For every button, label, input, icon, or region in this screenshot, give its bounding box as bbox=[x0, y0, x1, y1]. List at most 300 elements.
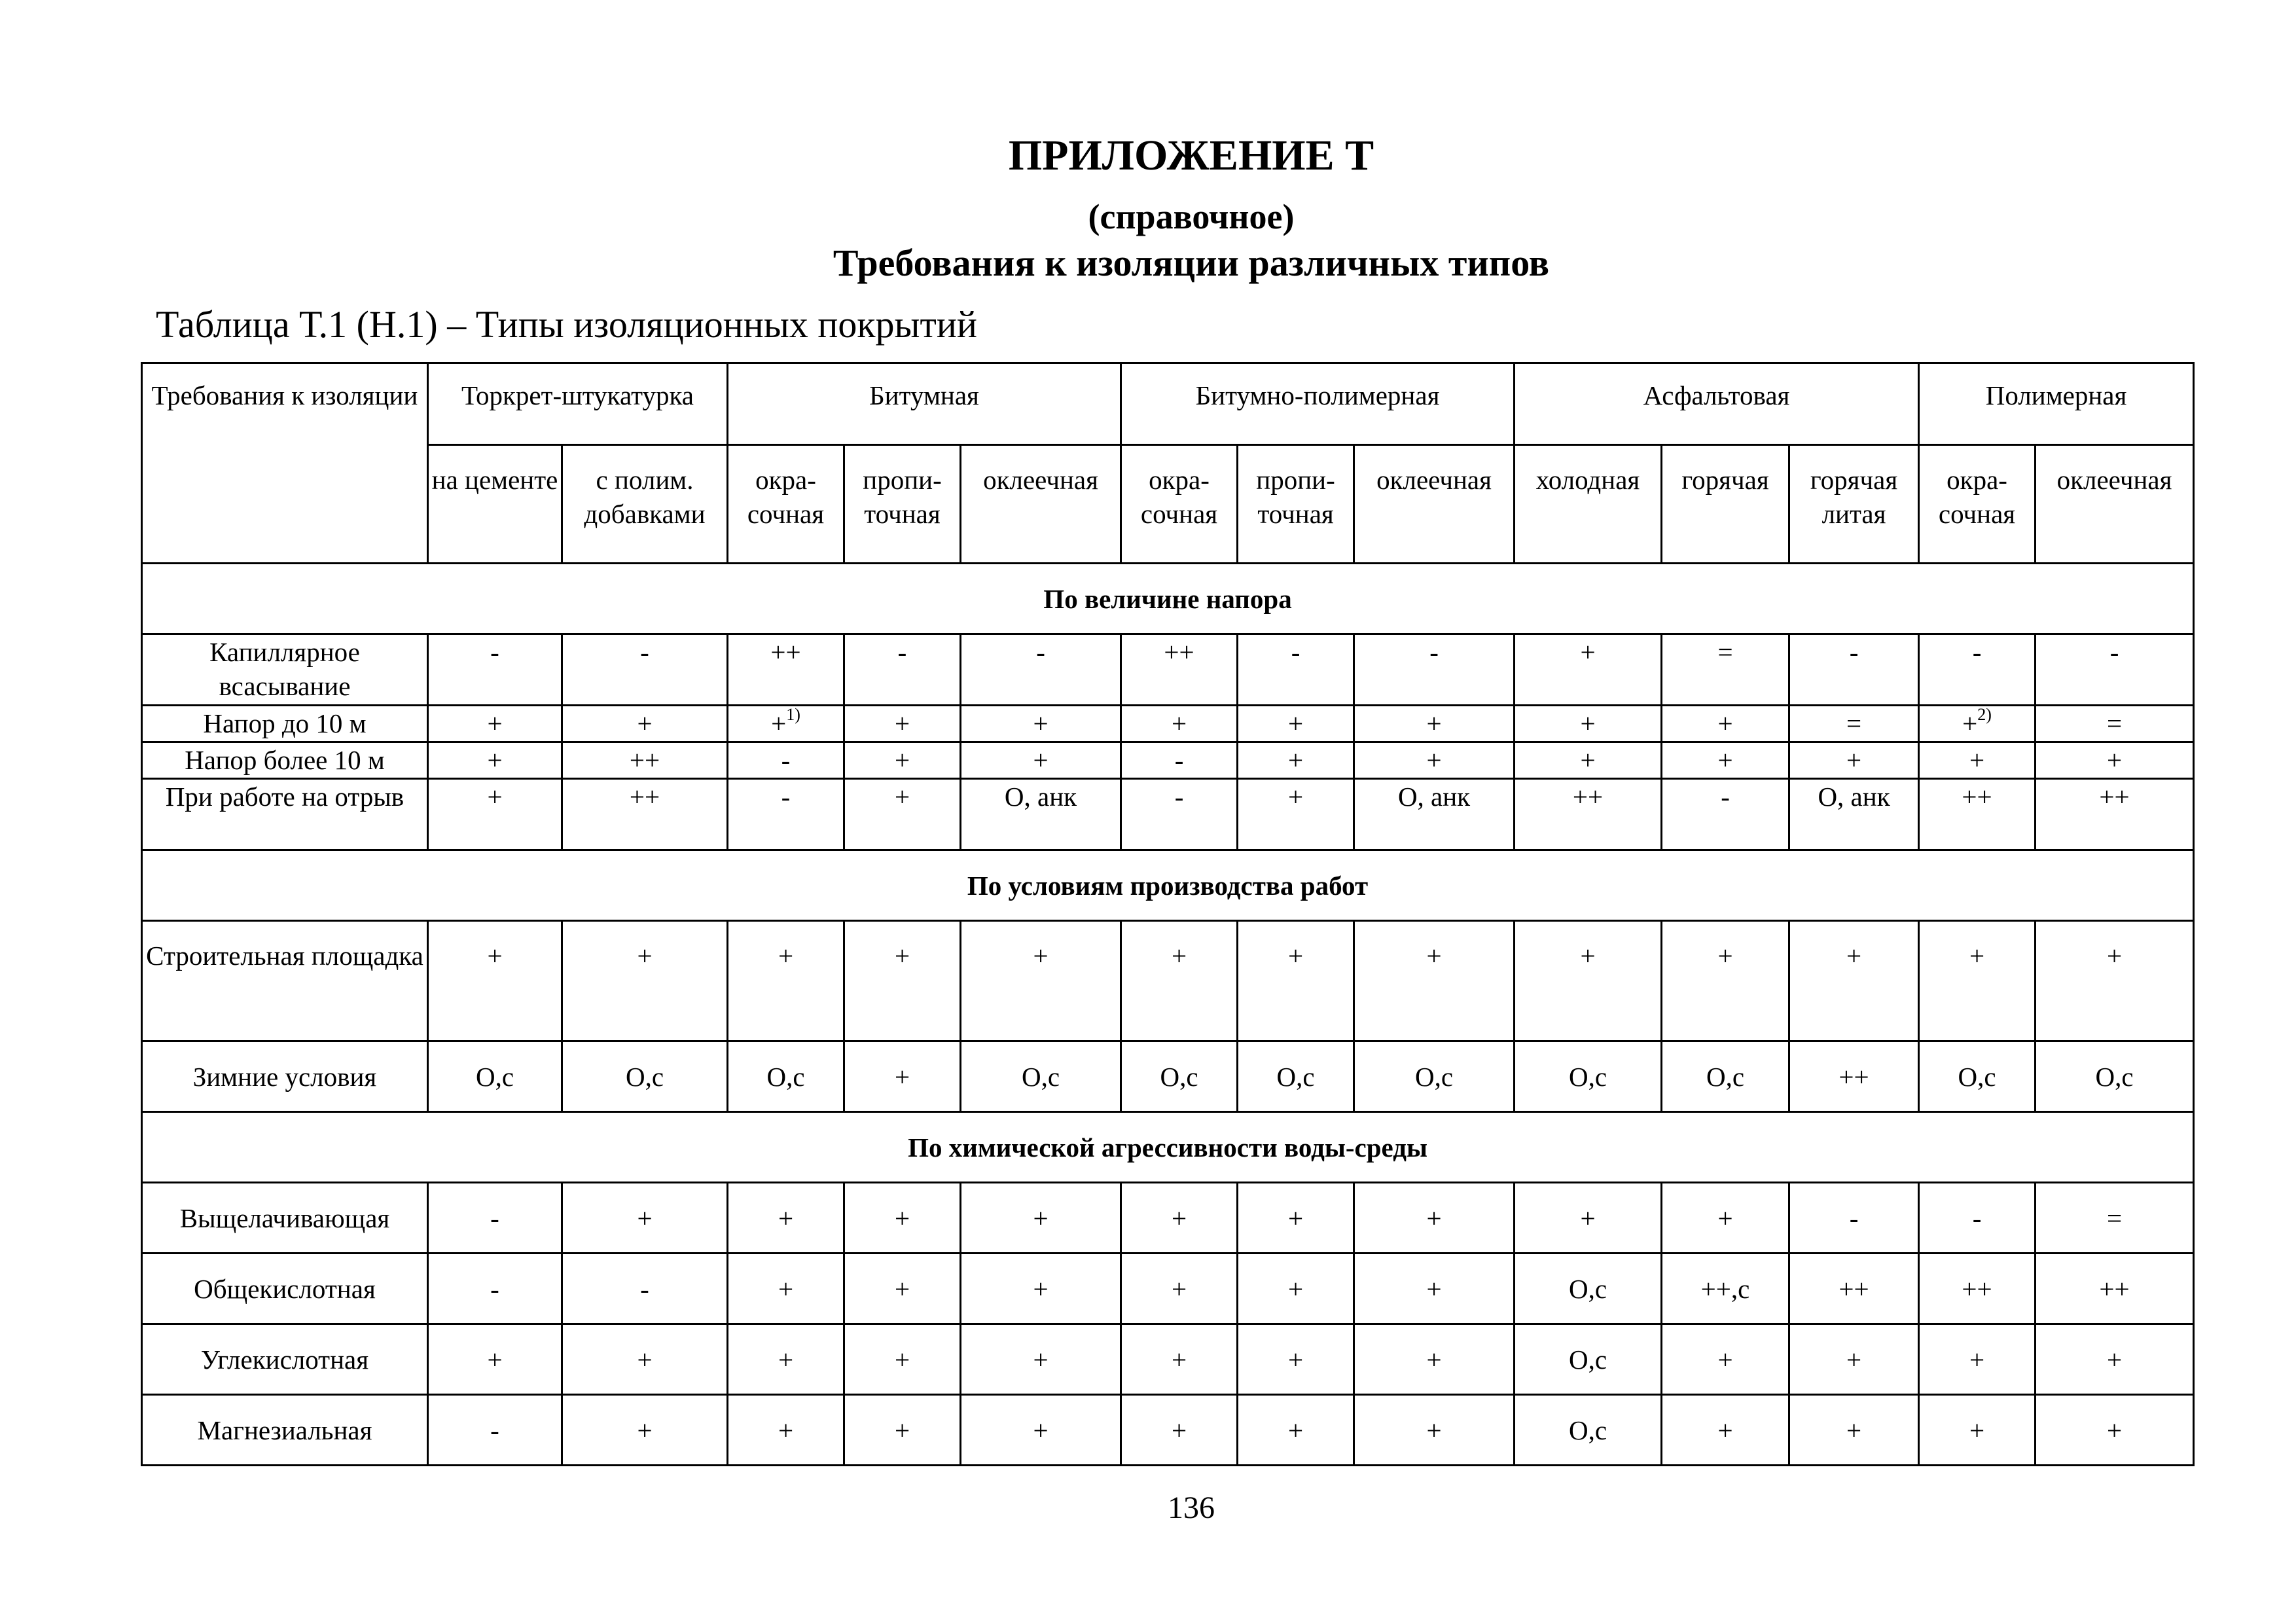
cell-value: О,с bbox=[1276, 1061, 1315, 1092]
table-cell bbox=[1121, 1041, 1238, 1112]
cell-value: + bbox=[894, 1273, 910, 1304]
cell-value: + bbox=[894, 708, 910, 738]
table-cell bbox=[1662, 1324, 1789, 1395]
cell-value: + bbox=[1580, 708, 1596, 738]
table-cell bbox=[1354, 742, 1515, 779]
cell-value: = bbox=[2106, 708, 2123, 738]
table-cell bbox=[844, 1324, 961, 1395]
table-cell bbox=[1919, 1395, 2036, 1466]
table-cell bbox=[1238, 634, 1354, 706]
table-header-row bbox=[142, 363, 2194, 445]
cell-value: + bbox=[1846, 1344, 1862, 1375]
table-cell bbox=[1121, 1324, 1238, 1395]
table-cell bbox=[844, 1183, 961, 1254]
table-cell bbox=[562, 634, 728, 706]
table-cell bbox=[1238, 1254, 1354, 1324]
table-cell bbox=[428, 1183, 562, 1254]
cell-value: О,с bbox=[1569, 1415, 1607, 1445]
row-label: При работе на отрыв bbox=[142, 779, 428, 850]
cell-value: + bbox=[1171, 1415, 1187, 1445]
cell-value: + bbox=[637, 708, 653, 738]
table-cell bbox=[728, 1254, 844, 1324]
table-cell bbox=[1662, 742, 1789, 779]
table-cell bbox=[728, 1324, 844, 1395]
cell-value: + bbox=[894, 1061, 910, 1092]
sub-header: пропи-точная bbox=[1238, 445, 1354, 564]
sub-header: пропи-точная bbox=[844, 445, 961, 564]
table-cell bbox=[562, 779, 728, 850]
table-cell bbox=[1919, 921, 2036, 1041]
cell-value: ++ bbox=[1572, 782, 1604, 812]
table-cell bbox=[1354, 1324, 1515, 1395]
table-cell bbox=[844, 1254, 961, 1324]
table-cell bbox=[1919, 1041, 2036, 1112]
cell-value: + bbox=[1962, 708, 1978, 738]
table-cell bbox=[728, 921, 844, 1041]
footnote-mark: 1) bbox=[786, 705, 800, 725]
cell-value: - bbox=[897, 637, 907, 667]
table-cell bbox=[844, 779, 961, 850]
table-cell bbox=[1121, 1183, 1238, 1254]
row-label: Зимние условия bbox=[142, 1041, 428, 1112]
cell-value: + bbox=[894, 1202, 910, 1233]
table-cell bbox=[562, 742, 728, 779]
cell-value: + bbox=[1846, 745, 1862, 775]
cell-value: ++ bbox=[770, 637, 801, 667]
page-number: 136 bbox=[1168, 1490, 1215, 1525]
table-cell bbox=[1354, 1395, 1515, 1466]
cell-value: + bbox=[1717, 1344, 1733, 1375]
cell-value: = bbox=[1846, 708, 1862, 738]
cell-value: ++,с bbox=[1700, 1273, 1750, 1304]
cell-value: ++ bbox=[1839, 1273, 1869, 1304]
table-cell bbox=[1919, 742, 2036, 779]
cell-value: - bbox=[1429, 637, 1439, 667]
insulation-types-table bbox=[141, 362, 2195, 1466]
table-cell bbox=[2036, 742, 2194, 779]
cell-value: + bbox=[1033, 1415, 1049, 1445]
table-cell bbox=[728, 1183, 844, 1254]
cell-value: + bbox=[1717, 941, 1733, 971]
cell-value: - bbox=[781, 782, 791, 812]
cell-value: О,с bbox=[1569, 1061, 1607, 1092]
cell-value: + bbox=[1969, 1344, 1985, 1375]
table-cell bbox=[1121, 1254, 1238, 1324]
row-label: Общекислотная bbox=[142, 1254, 428, 1324]
table-cell bbox=[1919, 634, 2036, 706]
table-cell bbox=[1238, 742, 1354, 779]
sub-header: оклеечная bbox=[1354, 445, 1515, 564]
table-row bbox=[142, 1395, 2194, 1466]
table-row bbox=[142, 706, 2194, 742]
sub-header: с полим. добавками bbox=[562, 445, 728, 564]
cell-value: + bbox=[487, 782, 503, 812]
table-cell bbox=[1662, 1041, 1789, 1112]
table-cell bbox=[1789, 1324, 1919, 1395]
table-cell bbox=[428, 1395, 562, 1466]
section-row bbox=[142, 850, 2194, 921]
cell-value: О,с bbox=[1021, 1061, 1060, 1092]
cell-value: О,с bbox=[1706, 1061, 1745, 1092]
cell-value: ++ bbox=[629, 745, 660, 775]
row-label: Напор до 10 м bbox=[142, 706, 428, 742]
cell-value: О, анк bbox=[1004, 782, 1077, 812]
cell-value: + bbox=[1426, 708, 1442, 738]
cell-value: О,с bbox=[1569, 1344, 1607, 1375]
cell-value: + bbox=[1580, 745, 1596, 775]
table-row bbox=[142, 1041, 2194, 1112]
sub-header: окра-сочная bbox=[728, 445, 844, 564]
cell-value: + bbox=[894, 1344, 910, 1375]
sub-header: горячая bbox=[1662, 445, 1789, 564]
cell-value: О,с bbox=[475, 1061, 514, 1092]
cell-value: + bbox=[1033, 1344, 1049, 1375]
table-cell bbox=[844, 706, 961, 742]
table-cell bbox=[1354, 706, 1515, 742]
table-cell bbox=[1515, 779, 1662, 850]
table-cell bbox=[1515, 706, 1662, 742]
cell-value: + bbox=[1717, 1202, 1733, 1233]
table-caption: Таблица Т.1 (Н.1) – Типы изоляционных покрытий bbox=[156, 303, 977, 346]
cell-value: + bbox=[1580, 637, 1596, 667]
row-label: Строительная площадка bbox=[142, 921, 428, 1041]
cell-value: + bbox=[487, 708, 503, 738]
cell-value: + bbox=[1171, 941, 1187, 971]
cell-value: ++ bbox=[1962, 782, 1992, 812]
table-cell bbox=[1789, 742, 1919, 779]
section-title: По химической агрессивности воды-среды bbox=[142, 1112, 2194, 1183]
table-row bbox=[142, 634, 2194, 706]
table-cell bbox=[562, 921, 728, 1041]
cell-value: + bbox=[2106, 745, 2123, 775]
table-cell bbox=[1121, 742, 1238, 779]
table-cell bbox=[1919, 1254, 2036, 1324]
table-cell bbox=[562, 706, 728, 742]
cell-value: - bbox=[490, 1415, 499, 1445]
sub-header: холодная bbox=[1515, 445, 1662, 564]
table-cell bbox=[1515, 742, 1662, 779]
table-cell bbox=[2036, 779, 2194, 850]
cell-value: - bbox=[2109, 637, 2119, 667]
table-cell bbox=[1121, 634, 1238, 706]
cell-value: + bbox=[2106, 1344, 2123, 1375]
table-cell bbox=[1515, 1395, 1662, 1466]
cell-value: ++ bbox=[629, 782, 660, 812]
sub-header: горячая литая bbox=[1789, 445, 1919, 564]
cell-value: - bbox=[1036, 637, 1045, 667]
cell-value: - bbox=[1174, 782, 1184, 812]
table-cell bbox=[961, 921, 1121, 1041]
group-header: Торкрет-штукатурка bbox=[428, 363, 728, 445]
group-header: Битумно-полимерная bbox=[1121, 363, 1515, 445]
cell-value: + bbox=[1969, 1415, 1985, 1445]
table-row bbox=[142, 742, 2194, 779]
cell-value: - bbox=[1721, 782, 1730, 812]
table-cell bbox=[1789, 921, 1919, 1041]
table-cell bbox=[844, 742, 961, 779]
cell-value: + bbox=[487, 1344, 503, 1375]
row-label: Капиллярное всасывание bbox=[142, 634, 428, 706]
cell-value: + bbox=[1033, 1202, 1049, 1233]
cell-value: - bbox=[1849, 1202, 1859, 1233]
table-cell bbox=[728, 634, 844, 706]
cell-value: + bbox=[894, 782, 910, 812]
table-cell bbox=[1789, 1183, 1919, 1254]
corner-header: Требования к изоляции bbox=[142, 363, 428, 564]
table-cell bbox=[728, 706, 844, 742]
table-cell bbox=[1662, 921, 1789, 1041]
table-cell bbox=[562, 1183, 728, 1254]
table-cell bbox=[1919, 1324, 2036, 1395]
table-cell bbox=[1238, 1324, 1354, 1395]
cell-value: - bbox=[1972, 637, 1982, 667]
table-row bbox=[142, 779, 2194, 850]
cell-value: + bbox=[894, 745, 910, 775]
cell-value: - bbox=[1174, 745, 1184, 775]
table-cell bbox=[844, 634, 961, 706]
cell-value: - bbox=[1972, 1202, 1982, 1233]
table-cell bbox=[1238, 1041, 1354, 1112]
table-cell bbox=[1789, 1041, 1919, 1112]
cell-value: + bbox=[1171, 708, 1187, 738]
cell-value: + bbox=[637, 941, 653, 971]
table-cell bbox=[1354, 1254, 1515, 1324]
cell-value: + bbox=[637, 1202, 653, 1233]
sub-header: оклеечная bbox=[961, 445, 1121, 564]
cell-value: + bbox=[487, 745, 503, 775]
table-cell bbox=[2036, 706, 2194, 742]
cell-value: + bbox=[1426, 1273, 1442, 1304]
cell-value: - bbox=[640, 1273, 649, 1304]
table-cell bbox=[428, 1324, 562, 1395]
cell-value: + bbox=[778, 1415, 794, 1445]
cell-value: + bbox=[1033, 941, 1049, 971]
cell-value: О, анк bbox=[1818, 782, 1890, 812]
cell-value: О,с bbox=[1569, 1273, 1607, 1304]
row-label: Магнезиальная bbox=[142, 1395, 428, 1466]
table-cell bbox=[2036, 921, 2194, 1041]
table-subheader-row bbox=[142, 445, 2194, 564]
cell-value: + bbox=[1717, 708, 1733, 738]
cell-value: ++ bbox=[1839, 1061, 1869, 1092]
table-cell bbox=[1789, 1254, 1919, 1324]
table-cell bbox=[428, 1041, 562, 1112]
table-cell bbox=[1121, 921, 1238, 1041]
table-cell bbox=[2036, 1254, 2194, 1324]
table-cell bbox=[562, 1395, 728, 1466]
cell-value: + bbox=[894, 1415, 910, 1445]
table-cell bbox=[2036, 1395, 2194, 1466]
sub-header: окра-сочная bbox=[1121, 445, 1238, 564]
cell-value: О,с bbox=[1160, 1061, 1198, 1092]
table-cell bbox=[1238, 779, 1354, 850]
cell-value: ++ bbox=[2099, 1273, 2130, 1304]
table-cell bbox=[2036, 1041, 2194, 1112]
group-header: Асфальтовая bbox=[1515, 363, 1919, 445]
cell-value: + bbox=[894, 941, 910, 971]
section-title: По величине напора bbox=[142, 564, 2194, 634]
table-cell bbox=[1789, 1395, 1919, 1466]
cell-value: ++ bbox=[1962, 1273, 1992, 1304]
table-cell bbox=[1662, 779, 1789, 850]
table-cell bbox=[2036, 1324, 2194, 1395]
table-cell bbox=[428, 634, 562, 706]
cell-value: + bbox=[1580, 941, 1596, 971]
appendix-subtitle: (справочное) bbox=[1088, 197, 1295, 236]
cell-value: + bbox=[487, 941, 503, 971]
cell-value: + bbox=[1171, 1273, 1187, 1304]
table-cell bbox=[961, 742, 1121, 779]
cell-value: + bbox=[1287, 1344, 1304, 1375]
cell-value: + bbox=[1969, 941, 1985, 971]
table-cell bbox=[428, 1254, 562, 1324]
table-cell bbox=[1662, 1183, 1789, 1254]
cell-value: О,с bbox=[1958, 1061, 1996, 1092]
table-cell bbox=[961, 1254, 1121, 1324]
table-cell bbox=[1789, 634, 1919, 706]
table-cell bbox=[961, 1041, 1121, 1112]
row-label: Выщелачивающая bbox=[142, 1183, 428, 1254]
cell-value: + bbox=[1580, 1202, 1596, 1233]
table-cell bbox=[1354, 921, 1515, 1041]
cell-value: + bbox=[778, 1273, 794, 1304]
cell-value: + bbox=[2106, 941, 2123, 971]
table-cell bbox=[1515, 1041, 1662, 1112]
table-cell bbox=[844, 1041, 961, 1112]
cell-value: О,с bbox=[1415, 1061, 1454, 1092]
cell-value: - bbox=[1291, 637, 1300, 667]
cell-value: - bbox=[781, 745, 791, 775]
table-cell bbox=[1515, 1254, 1662, 1324]
cell-value: + bbox=[1287, 1202, 1304, 1233]
cell-value: ++ bbox=[1164, 637, 1194, 667]
group-header: Битумная bbox=[728, 363, 1121, 445]
table-row bbox=[142, 921, 2194, 1041]
cell-value: + bbox=[1033, 1273, 1049, 1304]
sub-header: окра-сочная bbox=[1919, 445, 2036, 564]
footnote-mark: 2) bbox=[1977, 705, 1992, 725]
table-cell bbox=[2036, 634, 2194, 706]
cell-value: ++ bbox=[2099, 782, 2130, 812]
table-cell bbox=[1662, 706, 1789, 742]
table-cell bbox=[1919, 1183, 2036, 1254]
table-cell bbox=[1238, 1183, 1354, 1254]
table-cell bbox=[961, 706, 1121, 742]
table-cell bbox=[428, 921, 562, 1041]
table-cell bbox=[1354, 634, 1515, 706]
sub-header: на цементе bbox=[428, 445, 562, 564]
table-cell bbox=[562, 1041, 728, 1112]
section-title: По условиям производства работ bbox=[142, 850, 2194, 921]
table-cell bbox=[728, 742, 844, 779]
table-cell bbox=[428, 742, 562, 779]
cell-value: + bbox=[1846, 1415, 1862, 1445]
cell-value: + bbox=[2106, 1415, 2123, 1445]
cell-value: + bbox=[1426, 1344, 1442, 1375]
table-row bbox=[142, 1324, 2194, 1395]
table-cell bbox=[961, 634, 1121, 706]
table-cell bbox=[1238, 921, 1354, 1041]
table-cell bbox=[961, 1183, 1121, 1254]
cell-value: + bbox=[1171, 1202, 1187, 1233]
table-cell bbox=[844, 1395, 961, 1466]
table-cell bbox=[1238, 706, 1354, 742]
row-label: Напор более 10 м bbox=[142, 742, 428, 779]
table-cell bbox=[1789, 779, 1919, 850]
table-cell bbox=[1354, 1041, 1515, 1112]
table-cell bbox=[1121, 706, 1238, 742]
cell-value: О,с bbox=[766, 1061, 805, 1092]
cell-value: + bbox=[1287, 1415, 1304, 1445]
table-cell bbox=[1662, 1254, 1789, 1324]
table-cell bbox=[1789, 706, 1919, 742]
cell-value: + bbox=[778, 1344, 794, 1375]
group-header: Полимерная bbox=[1919, 363, 2194, 445]
cell-value: + bbox=[637, 1415, 653, 1445]
table-cell bbox=[428, 706, 562, 742]
sub-header: оклеечная bbox=[2036, 445, 2194, 564]
cell-value: + bbox=[1717, 1415, 1733, 1445]
table-cell bbox=[1354, 1183, 1515, 1254]
cell-value: - bbox=[490, 637, 499, 667]
table-cell bbox=[1919, 779, 2036, 850]
cell-value: + bbox=[1717, 745, 1733, 775]
table-cell bbox=[961, 1395, 1121, 1466]
table-cell bbox=[562, 1324, 728, 1395]
table-cell bbox=[1515, 634, 1662, 706]
cell-value: - bbox=[640, 637, 649, 667]
cell-value: + bbox=[1287, 941, 1304, 971]
table-cell bbox=[1919, 706, 2036, 742]
table-cell bbox=[2036, 1183, 2194, 1254]
table-cell bbox=[728, 1395, 844, 1466]
cell-value: О,с bbox=[2095, 1061, 2134, 1092]
appendix-title: ПРИЛОЖЕНИЕ Т bbox=[1008, 132, 1374, 179]
cell-value: - bbox=[490, 1202, 499, 1233]
table-cell bbox=[1238, 1395, 1354, 1466]
table-cell bbox=[562, 1254, 728, 1324]
cell-value: + bbox=[637, 1344, 653, 1375]
cell-value: + bbox=[1171, 1344, 1187, 1375]
cell-value: + bbox=[1969, 745, 1985, 775]
cell-value: + bbox=[771, 708, 787, 738]
cell-value: - bbox=[490, 1273, 499, 1304]
table-cell bbox=[1662, 634, 1789, 706]
appendix-heading: Требования к изоляции различных типов bbox=[833, 242, 1550, 284]
table-cell bbox=[428, 779, 562, 850]
cell-value: + bbox=[1426, 1202, 1442, 1233]
cell-value: + bbox=[1287, 745, 1304, 775]
cell-value: = bbox=[2106, 1202, 2123, 1233]
cell-value: - bbox=[1849, 637, 1859, 667]
cell-value: О, анк bbox=[1397, 782, 1471, 812]
table-cell bbox=[1515, 1183, 1662, 1254]
table-cell bbox=[1662, 1395, 1789, 1466]
cell-value: = bbox=[1717, 637, 1733, 667]
table-cell bbox=[728, 1041, 844, 1112]
section-row bbox=[142, 1112, 2194, 1183]
cell-value: + bbox=[1287, 708, 1304, 738]
table-cell bbox=[1121, 779, 1238, 850]
cell-value: + bbox=[778, 1202, 794, 1233]
cell-value: + bbox=[778, 941, 794, 971]
table-cell bbox=[1515, 921, 1662, 1041]
table-cell bbox=[1354, 779, 1515, 850]
cell-value: + bbox=[1033, 745, 1049, 775]
table-cell bbox=[1515, 1324, 1662, 1395]
cell-value: + bbox=[1287, 1273, 1304, 1304]
table-cell bbox=[961, 779, 1121, 850]
